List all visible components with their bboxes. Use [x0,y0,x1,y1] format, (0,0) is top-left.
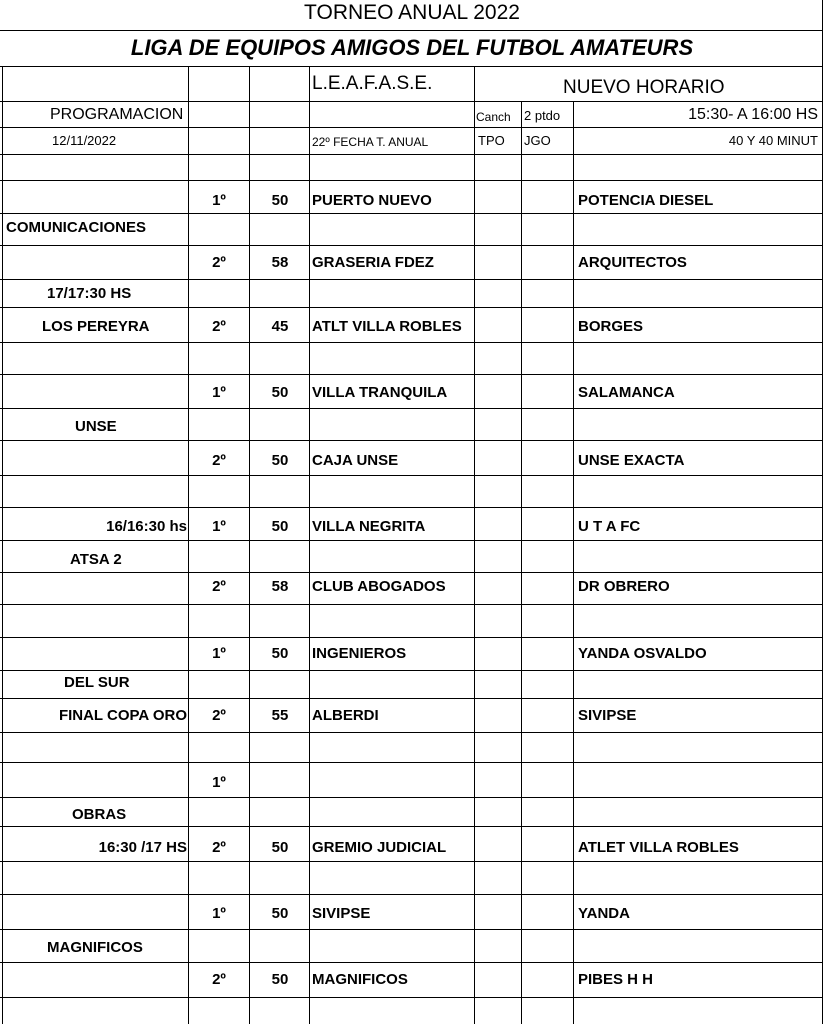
match-home-team: SIVIPSE [312,905,371,922]
match-division: 2º [212,578,226,595]
match-home-team: CAJA UNSE [312,452,399,469]
match-minutes: 45 [271,318,289,335]
venue-time-1: 17/17:30 HS [47,285,132,302]
match-away-team: YANDA [578,905,630,922]
grid-line [0,245,822,246]
match-minutes: 50 [271,971,289,988]
grid-line [0,894,822,895]
venue-final-copa: FINAL COPA ORO [58,707,187,724]
venue-time-2: 16/16:30 hs [106,518,187,535]
partidos-label: 2 ptdo [524,108,561,123]
grid-line [0,962,822,963]
match-home-team: VILLA NEGRITA [312,518,426,535]
grid-line [0,342,822,343]
match-division: 2º [212,452,226,469]
match-away-team: POTENCIA DIESEL [578,192,714,209]
grid-line [0,475,822,476]
grid-line [2,66,3,1024]
venue-del-sur: DEL SUR [64,674,130,691]
grid-line [0,997,822,998]
grid-line [0,66,822,67]
league-subtitle: LIGA DE EQUIPOS AMIGOS DEL FUTBOL AMATEURS [130,35,694,60]
match-division: 2º [212,839,226,856]
grid-line [0,698,822,699]
grid-line [0,101,822,102]
grid-line [822,0,823,1024]
grid-line [249,66,250,1024]
match-home-team: VILLA TRANQUILA [312,384,448,401]
grid-line [0,440,822,441]
programacion-label: PROGRAMACION [50,106,184,123]
grid-line [0,408,822,409]
match-division: 1º [212,384,226,401]
match-division: 2º [212,707,226,724]
match-division: 2º [212,318,226,335]
hours-label: 15:30- A 16:00 HS [688,106,818,123]
venue-time-3: 16:30 /17 HS [98,839,187,856]
match-away-team: DR OBRERO [578,578,670,595]
match-minutes: 50 [271,518,289,535]
grid-line [309,66,310,1024]
grid-line [0,637,822,638]
jgo-label: JGO [524,133,551,148]
match-division: 2º [212,254,226,271]
grid-line [0,826,822,827]
match-minutes: 58 [271,578,289,595]
match-minutes: 50 [271,645,289,662]
league-acronym: L.E.A.F.A.S.E. [312,73,433,94]
grid-line [474,101,475,1024]
match-division: 1º [212,905,226,922]
venue-comunicaciones: COMUNICACIONES [6,219,147,236]
venue-los-pereyra: LOS PEREYRA [42,318,150,335]
match-division: 1º [212,774,226,791]
match-home-team: INGENIEROS [312,645,407,662]
tpo-label: TPO [478,133,505,148]
match-away-team: YANDA OSVALDO [578,645,707,662]
grid-line [0,929,822,930]
grid-line [0,374,822,375]
match-minutes: 50 [271,905,289,922]
match-home-team: CLUB ABOGADOS [312,578,446,595]
fecha-label: 22º FECHA T. ANUAL [312,135,429,149]
match-minutes: 58 [271,254,289,271]
match-away-team: UNSE EXACTA [578,452,685,469]
match-away-team: U T A FC [578,518,641,535]
venue-atsa2: ATSA 2 [70,551,122,568]
match-minutes: 50 [271,384,289,401]
match-home-team: GREMIO JUDICIAL [312,839,447,856]
grid-line [0,540,822,541]
match-minutes: 50 [271,192,289,209]
grid-line [0,213,822,214]
match-division: 1º [212,645,226,662]
date-label: 12/11/2022 [52,133,117,148]
venue-magnificos: MAGNIFICOS [47,939,143,956]
grid-line [0,180,822,181]
match-away-team: BORGES [578,318,644,335]
grid-line [0,861,822,862]
match-home-team: ATLT VILLA ROBLES [312,318,462,335]
grid-line [521,101,522,1024]
tournament-title: TORNEO ANUAL 2022 [304,1,520,24]
match-division: 1º [212,192,226,209]
grid-line [0,572,822,573]
match-away-team: PIBES H H [578,971,654,988]
grid-line [0,307,822,308]
match-division: 2º [212,971,226,988]
grid-line [0,507,822,508]
match-home-team: PUERTO NUEVO [312,192,432,209]
grid-line [0,670,822,671]
grid-line [0,732,822,733]
grid-line [573,101,574,1024]
venue-unse: UNSE [75,418,117,435]
minutes-label: 40 Y 40 MINUT [728,133,818,148]
match-division: 1º [212,518,226,535]
match-home-team: MAGNIFICOS [312,971,408,988]
match-home-team: GRASERIA FDEZ [312,254,434,271]
new-schedule-label: NUEVO HORARIO [563,77,725,98]
grid-line [0,30,822,31]
cancha-label: Canch [476,110,511,124]
grid-line [0,279,822,280]
grid-line [0,797,822,798]
grid-line [474,66,475,101]
match-away-team: ARQUITECTOS [578,254,687,271]
grid-line [0,762,822,763]
match-away-team: SALAMANCA [578,384,675,401]
grid-line [0,127,822,128]
match-minutes: 50 [271,839,289,856]
match-minutes: 50 [271,452,289,469]
grid-line [0,154,822,155]
match-minutes: 55 [271,707,289,724]
grid-line [188,66,189,1024]
grid-line [0,604,822,605]
venue-obras: OBRAS [72,806,127,823]
match-away-team: SIVIPSE [578,707,637,724]
match-home-team: ALBERDI [312,707,379,724]
match-away-team: ATLET VILLA ROBLES [578,839,739,856]
